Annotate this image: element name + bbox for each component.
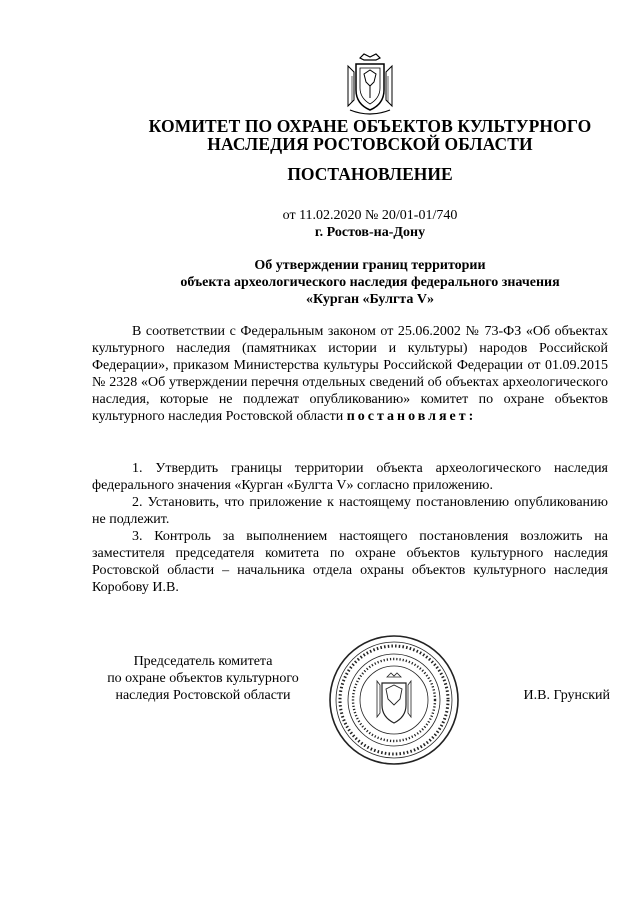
subject-line-3: «Курган «Булгта V» [306,292,434,307]
org-line-2: НАСЛЕДИЯ РОСТОВСКОЙ ОБЛАСТИ [207,134,533,154]
position-line-2: по охране объектов культурного [107,671,299,686]
intro-text: В соответствии с Федеральным законом от 25.06.2002 № 73-ФЗ «Об объектах культурного наследия (памятниках истории и культуры) народов Российской Федерации», приказом Министерства культуры Российской Федерации от 01.09.2015 № 2328 «Об утверждении перечня отдельных сведений об объектах археологического наследия, которые не подлежат опубликованию» комитет по охране объектов культурного наследия Ростовской области [92,324,608,424]
decree-item-2: 2. Установить, что приложение к настоящему постановлению опубликованию не подлежит. [92,495,608,527]
decree-item-3: 3. Контроль за выполнением настоящего постановления возложить на заместителя председателя комитета по охране объектов культурного наследия Ростовской области – начальника отдела охраны объектов культурного наследия Коробову И.В. [92,529,608,595]
organization-name [100,117,640,153]
subject-line-2: объекта археологического наследия федерального значения [180,275,560,290]
intro-paragraph [92,323,608,425]
document-subject [140,257,600,308]
date-number: от 11.02.2020 № 20/01-01/740 [282,208,458,223]
org-line-1: КОМИТЕТ ПО ОХРАНЕ ОБЪЕКТОВ КУЛЬТУРНОГО [148,116,592,136]
city: г. Ростов-на-Дону [314,225,426,240]
document-meta [220,207,520,241]
signatory-name: И.В. Грунский [523,688,610,703]
decree-items [92,460,608,596]
coat-of-arms-icon [344,52,396,118]
decree-word: постановляет: [346,409,477,424]
position-line-3: наследия Ростовской области [115,688,291,703]
official-seal-icon [327,633,461,767]
decree-item-1: 1. Утвердить границы территории объекта археологического наследия федерального значения «Курган «Булгта V» согласно приложению. [92,461,608,493]
subject-line-1: Об утверждении границ территории [254,258,486,273]
document-type: ПОСТАНОВЛЕНИЕ [287,164,453,184]
position-line-1: Председатель комитета [133,654,273,669]
signatory-position [92,653,314,704]
